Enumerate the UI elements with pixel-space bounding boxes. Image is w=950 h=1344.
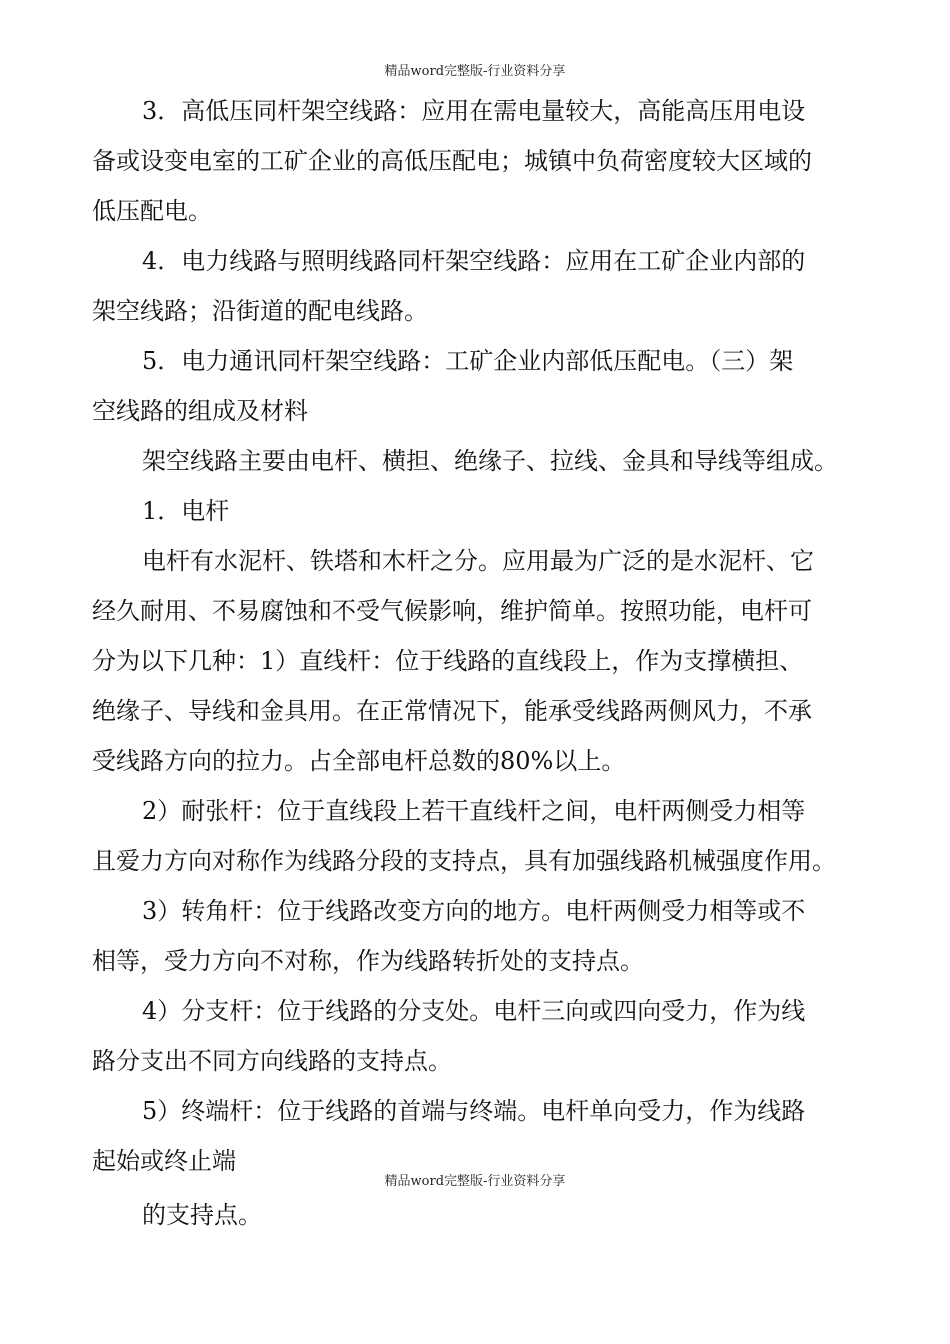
text-line: 且爱力方向对称作为线路分段的支持点，具有加强线路机械强度作用。 [92,847,836,875]
continuation-text: 的支持点。 [142,1201,262,1229]
text-line: 路分支出不同方向线路的支持点。 [92,1047,452,1075]
text-line: 4．电力线路与照明线路同杆架空线路：应用在工矿企业内部的 [142,247,806,275]
page-footer-header: 精品word完整版-行业资料分享 [384,1174,566,1189]
text-line: 起始或终止端 [92,1147,236,1175]
paragraph [92,436,872,486]
text-line: 相等，受力方向不对称，作为线路转折处的支持点。 [92,947,644,975]
section-heading: 1．电杆 [142,497,230,525]
text-line: 电杆有水泥杆、铁塔和木杆之分。应用最为广泛的是水泥杆、它 [142,547,814,575]
paragraph [92,486,872,536]
paragraph [92,886,872,986]
text-line: 分为以下几种：1）直线杆：位于线路的直线段上，作为支撑横担、 [92,647,804,675]
text-line: 3．高低压同杆架空线路：应用在需电量较大，高能高压用电设 [142,97,806,125]
text-line: 3）转角杆：位于线路改变方向的地方。电杆两侧受力相等或不 [142,897,806,925]
paragraph [92,86,872,236]
page-header: 精品word完整版-行业资料分享 [384,64,566,79]
text-line: 2）耐张杆：位于直线段上若干直线杆之间，电杆两侧受力相等 [142,797,806,825]
paragraph [92,786,872,886]
text-line: 架空线路；沿街道的配电线路。 [92,297,428,325]
text-line: 备或设变电室的工矿企业的高低压配电；城镇中负荷密度较大区域的 [92,147,812,175]
paragraph [92,236,872,336]
paragraph [92,986,872,1086]
text-line: 空线路的组成及材料 [92,397,308,425]
text-line: 经久耐用、不易腐蚀和不受气候影响，维护简单。按照功能，电杆可 [92,597,812,625]
text-line: 受线路方向的拉力。占全部电杆总数的80%以上。 [92,747,626,775]
paragraph [92,536,872,786]
text-line: 5）终端杆：位于线路的首端与终端。电杆单向受力，作为线路 [142,1097,806,1125]
text-line: 架空线路主要由电杆、横担、绝缘子、拉线、金具和导线等组成。 [142,447,838,475]
paragraph [92,336,872,436]
text-line: 低压配电。 [92,197,212,225]
document-body [92,86,872,1186]
text-line: 4）分支杆：位于线路的分支处。电杆三向或四向受力，作为线 [142,997,806,1025]
text-line: 绝缘子、导线和金具用。在正常情况下，能承受线路两侧风力，不承 [92,697,812,725]
text-line: 5．电力通讯同杆架空线路：工矿企业内部低压配电。（三）架 [142,347,794,375]
